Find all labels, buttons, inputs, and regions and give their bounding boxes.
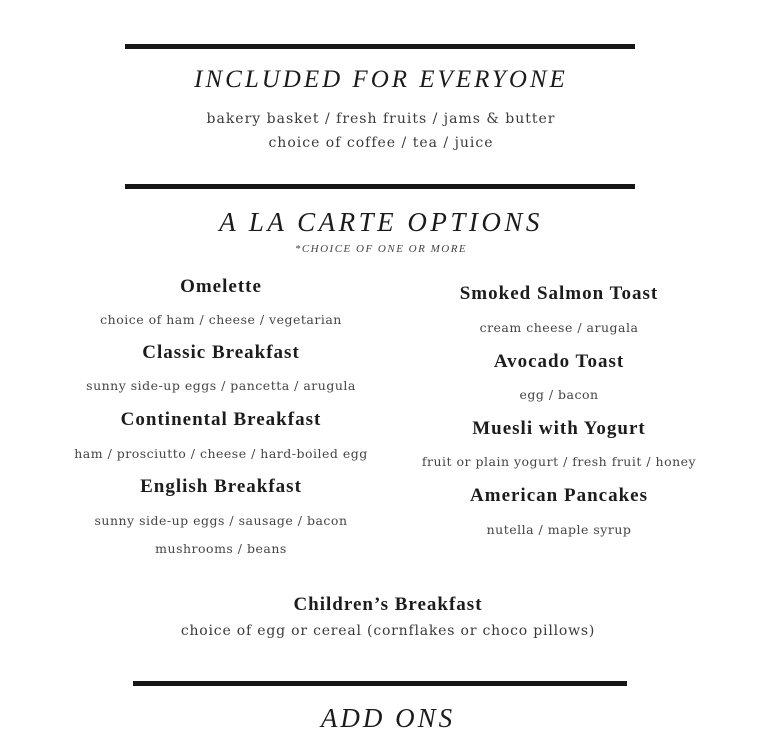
choice-note: *CHOICE OF ONE OR MORE	[294, 243, 468, 255]
section-title-alacarte: A LA CARTE OPTIONS	[219, 207, 543, 237]
included-line-1: bakery basket / fresh fruits / jams & butter	[206, 111, 556, 127]
menu-item-desc: nutella / maple syrup	[486, 522, 632, 537]
menu-item	[40, 276, 402, 298]
included-line-2: choice of coffee / tea / juice	[268, 135, 494, 151]
menu-item-desc-continued: mushrooms / beans	[155, 541, 287, 556]
menu-item-name: Classic Breakfast	[142, 342, 300, 363]
menu-item-name: Muesli with Yogurt	[472, 418, 646, 439]
menu-item-name: American Pancakes	[470, 485, 648, 506]
menu-item-desc: choice of ham / cheese / vegetarian	[100, 312, 342, 327]
menu-item-desc: sunny side-up eggs / pancetta / arugula	[86, 378, 356, 393]
menu-item-name: English Breakfast	[140, 476, 302, 497]
menu-item-desc: egg / bacon	[519, 387, 599, 402]
divider-rule	[125, 184, 635, 189]
section-title-included: INCLUDED FOR EVERYONE	[194, 66, 568, 93]
section-title-addons: ADD ONS	[320, 703, 456, 733]
children-breakfast-desc: choice of egg or cereal (cornflakes or choco pillows)	[180, 623, 596, 639]
menu-item-desc: cream cheese / arugala	[479, 320, 639, 335]
menu-item-desc: ham / prosciutto / cheese / hard-boiled egg	[74, 446, 368, 461]
menu-item-desc: sunny side-up eggs / sausage / bacon	[94, 513, 348, 528]
menu-item-desc: fruit or plain yogurt / fresh fruit / honey	[421, 454, 697, 469]
menu-item-name: Omelette	[180, 276, 262, 297]
divider-rule	[125, 44, 635, 49]
divider-rule	[133, 681, 627, 686]
children-breakfast-name: Children’s Breakfast	[293, 594, 483, 615]
menu-item-name: Continental Breakfast	[120, 409, 322, 430]
menu-item-name: Smoked Salmon Toast	[459, 283, 659, 304]
menu-item-name: Avocado Toast	[493, 351, 625, 372]
